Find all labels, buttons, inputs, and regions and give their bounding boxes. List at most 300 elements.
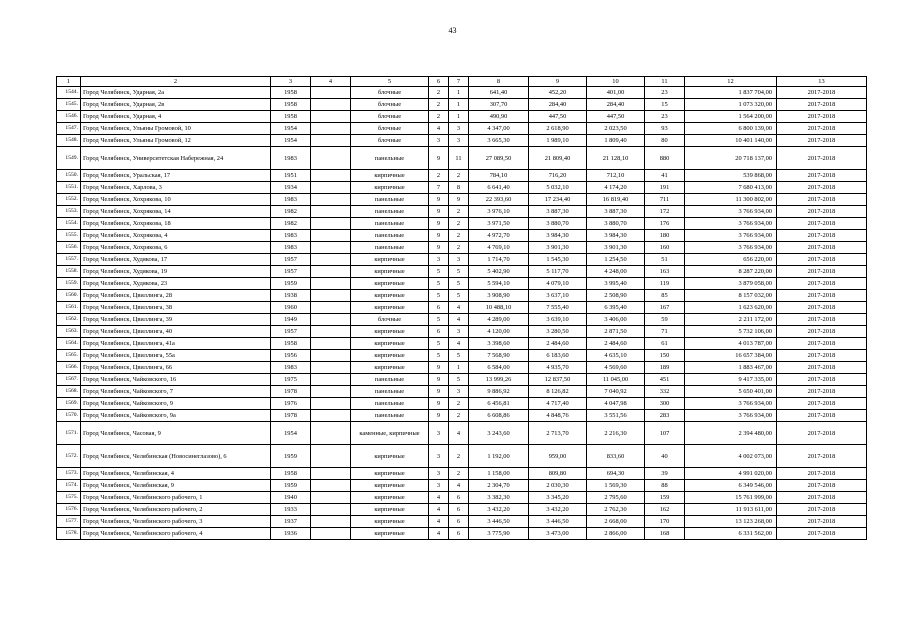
area-premises-cell: 452,20	[529, 87, 587, 99]
column-4-cell	[311, 147, 351, 170]
residents-cell: 283	[645, 410, 685, 422]
period-cell: 2017-2018	[777, 194, 867, 206]
area-residential-cell: 3 880,70	[587, 218, 645, 230]
area-premises-cell: 3 345,20	[529, 492, 587, 504]
area-total-cell: 4 347,00	[469, 123, 529, 135]
area-residential-cell: 694,30	[587, 468, 645, 480]
wall-material-cell: блочные	[351, 314, 429, 326]
area-residential-cell: 2 508,90	[587, 290, 645, 302]
year-cell: 1933	[271, 504, 311, 516]
area-residential-cell: 4 569,60	[587, 362, 645, 374]
row-number: 1577.	[57, 516, 81, 528]
wall-material-cell: кирпичные	[351, 492, 429, 504]
header-row	[57, 77, 867, 87]
area-premises-cell: 447,50	[529, 111, 587, 123]
cost-cell: 6 331 562,00	[685, 528, 777, 540]
area-premises-cell: 8 126,82	[529, 386, 587, 398]
floors-cell: 9	[429, 147, 449, 170]
floors-cell: 3	[429, 480, 449, 492]
wall-material-cell: панельные	[351, 194, 429, 206]
year-cell: 1954	[271, 135, 311, 147]
floors-cell: 2	[429, 87, 449, 99]
table-row	[57, 170, 867, 182]
cost-cell: 4 002 073,00	[685, 445, 777, 468]
wall-material-cell: кирпичные	[351, 302, 429, 314]
entrances-cell: 2	[449, 170, 469, 182]
residents-cell: 180	[645, 230, 685, 242]
table-row	[57, 254, 867, 266]
entrances-cell: 5	[449, 266, 469, 278]
floors-cell: 9	[429, 242, 449, 254]
entrances-cell: 4	[449, 338, 469, 350]
year-cell: 1937	[271, 516, 311, 528]
period-cell: 2017-2018	[777, 87, 867, 99]
column-4-cell	[311, 182, 351, 194]
area-total-cell: 3 775,90	[469, 528, 529, 540]
row-number: 1546.	[57, 111, 81, 123]
area-residential-cell: 1 809,40	[587, 135, 645, 147]
floors-cell: 2	[429, 170, 449, 182]
address-cell: Город Челябинск, Хохрякова, 10	[81, 194, 271, 206]
column-header: 10	[587, 77, 645, 87]
area-residential-cell: 2 762,30	[587, 504, 645, 516]
floors-cell: 9	[429, 206, 449, 218]
period-cell: 2017-2018	[777, 182, 867, 194]
entrances-cell: 8	[449, 182, 469, 194]
floors-cell: 3	[429, 254, 449, 266]
table-row	[57, 468, 867, 480]
year-cell: 1956	[271, 350, 311, 362]
wall-material-cell: блочные	[351, 123, 429, 135]
residents-cell: 85	[645, 290, 685, 302]
area-premises-cell: 2 713,70	[529, 422, 587, 445]
period-cell: 2017-2018	[777, 290, 867, 302]
period-cell: 2017-2018	[777, 410, 867, 422]
period-cell: 2017-2018	[777, 302, 867, 314]
area-premises-cell: 3 473,00	[529, 528, 587, 540]
year-cell: 1958	[271, 99, 311, 111]
address-cell: Город Челябинск, Чайковского, 9	[81, 398, 271, 410]
entrances-cell: 3	[449, 326, 469, 338]
floors-cell: 5	[429, 314, 449, 326]
address-cell: Город Челябинск, Челябинского рабочего, 4	[81, 528, 271, 540]
year-cell: 1976	[271, 398, 311, 410]
residents-cell: 40	[645, 445, 685, 468]
area-residential-cell: 4 174,20	[587, 182, 645, 194]
table-row	[57, 326, 867, 338]
entrances-cell: 1	[449, 111, 469, 123]
area-premises-cell: 6 183,60	[529, 350, 587, 362]
entrances-cell: 6	[449, 504, 469, 516]
address-cell: Город Челябинск, Цвиллинга, 39	[81, 314, 271, 326]
cost-cell: 3 766 934,00	[685, 398, 777, 410]
area-residential-cell: 1 254,50	[587, 254, 645, 266]
year-cell: 1983	[271, 242, 311, 254]
cost-cell: 3 879 058,00	[685, 278, 777, 290]
wall-material-cell: кирпичные	[351, 504, 429, 516]
table-row	[57, 314, 867, 326]
floors-cell: 4	[429, 528, 449, 540]
address-cell: Город Челябинск, Худякова, 19	[81, 266, 271, 278]
residents-cell: 172	[645, 206, 685, 218]
area-total-cell: 6 608,86	[469, 410, 529, 422]
wall-material-cell: панельные	[351, 386, 429, 398]
floors-cell: 4	[429, 504, 449, 516]
area-residential-cell: 2 866,00	[587, 528, 645, 540]
address-cell: Город Челябинск, Чайковского, 16	[81, 374, 271, 386]
residents-cell: 159	[645, 492, 685, 504]
column-header: 7	[449, 77, 469, 87]
wall-material-cell: кирпичные	[351, 182, 429, 194]
wall-material-cell: кирпичные	[351, 338, 429, 350]
row-number: 1571.	[57, 422, 81, 445]
wall-material-cell: кирпичные	[351, 266, 429, 278]
area-premises-cell: 1 545,30	[529, 254, 587, 266]
row-number: 1564.	[57, 338, 81, 350]
row-number: 1553.	[57, 206, 81, 218]
area-residential-cell: 7 040,92	[587, 386, 645, 398]
area-premises-cell: 4 079,10	[529, 278, 587, 290]
row-number: 1557.	[57, 254, 81, 266]
wall-material-cell: блочные	[351, 87, 429, 99]
cost-cell: 5 732 106,00	[685, 326, 777, 338]
floors-cell: 6	[429, 326, 449, 338]
area-residential-cell: 1 569,30	[587, 480, 645, 492]
year-cell: 1958	[271, 111, 311, 123]
entrances-cell: 4	[449, 422, 469, 445]
floors-cell: 3	[429, 422, 449, 445]
year-cell: 1960	[271, 302, 311, 314]
table-row	[57, 218, 867, 230]
column-4-cell	[311, 242, 351, 254]
year-cell: 1938	[271, 290, 311, 302]
table-row	[57, 278, 867, 290]
cost-cell: 8 287 220,00	[685, 266, 777, 278]
column-4-cell	[311, 468, 351, 480]
area-residential-cell: 4 635,10	[587, 350, 645, 362]
column-header: 13	[777, 77, 867, 87]
residents-cell: 170	[645, 516, 685, 528]
column-4-cell	[311, 445, 351, 468]
residents-cell: 880	[645, 147, 685, 170]
cost-cell: 16 657 384,00	[685, 350, 777, 362]
table-row	[57, 230, 867, 242]
address-cell: Город Челябинск, Ударная, 2в	[81, 99, 271, 111]
area-residential-cell: 447,50	[587, 111, 645, 123]
area-premises-cell: 716,20	[529, 170, 587, 182]
entrances-cell: 2	[449, 468, 469, 480]
cost-cell: 1 073 320,00	[685, 99, 777, 111]
area-total-cell: 6 584,00	[469, 362, 529, 374]
area-total-cell: 27 089,50	[469, 147, 529, 170]
entrances-cell: 5	[449, 350, 469, 362]
column-4-cell	[311, 362, 351, 374]
wall-material-cell: кирпичные	[351, 445, 429, 468]
area-residential-cell: 3 551,56	[587, 410, 645, 422]
area-total-cell: 3 398,60	[469, 338, 529, 350]
row-number: 1550.	[57, 170, 81, 182]
year-cell: 1983	[271, 230, 311, 242]
area-premises-cell: 3 637,10	[529, 290, 587, 302]
area-premises-cell: 4 935,70	[529, 362, 587, 374]
period-cell: 2017-2018	[777, 254, 867, 266]
address-cell: Город Челябинск, Челябинского рабочего, 2	[81, 504, 271, 516]
year-cell: 1982	[271, 218, 311, 230]
page-number: 43	[448, 26, 457, 35]
table-row	[57, 290, 867, 302]
cost-cell: 656 220,00	[685, 254, 777, 266]
row-number: 1544.	[57, 87, 81, 99]
row-number: 1566.	[57, 362, 81, 374]
wall-material-cell: панельные	[351, 242, 429, 254]
area-total-cell: 1 192,00	[469, 445, 529, 468]
address-cell: Город Челябинск, Челябинская, 4	[81, 468, 271, 480]
area-premises-cell: 3 446,50	[529, 516, 587, 528]
area-premises-cell: 7 555,40	[529, 302, 587, 314]
address-cell: Город Челябинск, Челябинского рабочего, 1	[81, 492, 271, 504]
period-cell: 2017-2018	[777, 170, 867, 182]
cost-cell: 2 211 172,00	[685, 314, 777, 326]
address-cell: Город Челябинск, Цвиллинга, 28	[81, 290, 271, 302]
residents-cell: 23	[645, 111, 685, 123]
area-total-cell: 3 665,30	[469, 135, 529, 147]
area-premises-cell: 3 984,30	[529, 230, 587, 242]
table-row	[57, 374, 867, 386]
column-4-cell	[311, 170, 351, 182]
row-number: 1567.	[57, 374, 81, 386]
cost-cell: 3 766 934,00	[685, 242, 777, 254]
residents-cell: 71	[645, 326, 685, 338]
floors-cell: 7	[429, 182, 449, 194]
floors-cell: 9	[429, 386, 449, 398]
area-premises-cell: 959,00	[529, 445, 587, 468]
floors-cell: 2	[429, 111, 449, 123]
cost-cell: 1 883 467,00	[685, 362, 777, 374]
area-premises-cell: 809,80	[529, 468, 587, 480]
entrances-cell: 4	[449, 480, 469, 492]
table-row	[57, 302, 867, 314]
area-total-cell: 6 641,40	[469, 182, 529, 194]
period-cell: 2017-2018	[777, 350, 867, 362]
year-cell: 1983	[271, 147, 311, 170]
housing-table	[56, 76, 867, 540]
address-cell: Город Челябинск, Челябинского рабочего, 3	[81, 516, 271, 528]
address-cell: Город Челябинск, Ударная, 2а	[81, 87, 271, 99]
entrances-cell: 5	[449, 374, 469, 386]
floors-cell: 4	[429, 123, 449, 135]
area-residential-cell: 21 128,10	[587, 147, 645, 170]
area-premises-cell: 284,40	[529, 99, 587, 111]
period-cell: 2017-2018	[777, 266, 867, 278]
entrances-cell: 6	[449, 492, 469, 504]
year-cell: 1978	[271, 410, 311, 422]
residents-cell: 711	[645, 194, 685, 206]
year-cell: 1958	[271, 87, 311, 99]
area-premises-cell: 3 901,30	[529, 242, 587, 254]
area-residential-cell: 2 216,30	[587, 422, 645, 445]
floors-cell: 3	[429, 468, 449, 480]
area-residential-cell: 4 248,00	[587, 266, 645, 278]
column-4-cell	[311, 218, 351, 230]
cost-cell: 20 718 137,00	[685, 147, 777, 170]
residents-cell: 191	[645, 182, 685, 194]
address-cell: Город Челябинск, Цвиллинга, 40	[81, 326, 271, 338]
cost-cell: 9 417 335,00	[685, 374, 777, 386]
area-total-cell: 307,70	[469, 99, 529, 111]
cost-cell: 3 766 934,00	[685, 410, 777, 422]
column-header: 4	[311, 77, 351, 87]
column-4-cell	[311, 410, 351, 422]
entrances-cell: 5	[449, 278, 469, 290]
address-cell: Город Челябинск, Цвиллинга, 38	[81, 302, 271, 314]
entrances-cell: 2	[449, 242, 469, 254]
cost-cell: 3 766 934,00	[685, 206, 777, 218]
residents-cell: 51	[645, 254, 685, 266]
column-4-cell	[311, 338, 351, 350]
entrances-cell: 3	[449, 123, 469, 135]
table-row	[57, 123, 867, 135]
area-total-cell: 641,40	[469, 87, 529, 99]
area-residential-cell: 3 984,30	[587, 230, 645, 242]
row-number: 1561.	[57, 302, 81, 314]
floors-cell: 9	[429, 230, 449, 242]
residents-cell: 15	[645, 99, 685, 111]
area-residential-cell: 3 887,30	[587, 206, 645, 218]
area-premises-cell: 1 989,10	[529, 135, 587, 147]
wall-material-cell: кирпичные	[351, 480, 429, 492]
wall-material-cell: кирпичные	[351, 528, 429, 540]
area-premises-cell: 3 887,30	[529, 206, 587, 218]
period-cell: 2017-2018	[777, 314, 867, 326]
wall-material-cell: кирпичные	[351, 254, 429, 266]
column-4-cell	[311, 492, 351, 504]
year-cell: 1958	[271, 338, 311, 350]
cost-cell: 3 766 934,00	[685, 218, 777, 230]
year-cell: 1957	[271, 326, 311, 338]
column-4-cell	[311, 135, 351, 147]
table-row	[57, 266, 867, 278]
residents-cell: 119	[645, 278, 685, 290]
cost-cell: 10 401 140,00	[685, 135, 777, 147]
row-number: 1558.	[57, 266, 81, 278]
wall-material-cell: каменные, кирпичные	[351, 422, 429, 445]
table-row	[57, 99, 867, 111]
entrances-cell: 3	[449, 135, 469, 147]
row-number: 1547.	[57, 123, 81, 135]
period-cell: 2017-2018	[777, 326, 867, 338]
cost-cell: 6 800 139,00	[685, 123, 777, 135]
cost-cell: 4 991 020,00	[685, 468, 777, 480]
residents-cell: 300	[645, 398, 685, 410]
address-cell: Город Челябинск, Часовая, 9	[81, 422, 271, 445]
area-total-cell: 4 120,00	[469, 326, 529, 338]
floors-cell: 5	[429, 290, 449, 302]
cost-cell: 3 766 934,00	[685, 230, 777, 242]
year-cell: 1978	[271, 386, 311, 398]
floors-cell: 9	[429, 410, 449, 422]
year-cell: 1951	[271, 170, 311, 182]
period-cell: 2017-2018	[777, 111, 867, 123]
residents-cell: 39	[645, 468, 685, 480]
column-header: 1	[57, 77, 81, 87]
column-4-cell	[311, 266, 351, 278]
area-residential-cell: 16 819,40	[587, 194, 645, 206]
table-row	[57, 480, 867, 492]
entrances-cell: 3	[449, 254, 469, 266]
year-cell: 1959	[271, 445, 311, 468]
table-row	[57, 206, 867, 218]
wall-material-cell: кирпичные	[351, 468, 429, 480]
entrances-cell: 11	[449, 147, 469, 170]
address-cell: Город Челябинск, Хохрякова, 6	[81, 242, 271, 254]
year-cell: 1936	[271, 528, 311, 540]
residents-cell: 160	[645, 242, 685, 254]
area-total-cell: 22 393,60	[469, 194, 529, 206]
cost-cell: 1 564 200,00	[685, 111, 777, 123]
area-premises-cell: 2 030,30	[529, 480, 587, 492]
period-cell: 2017-2018	[777, 480, 867, 492]
floors-cell: 6	[429, 302, 449, 314]
column-4-cell	[311, 374, 351, 386]
column-header: 3	[271, 77, 311, 87]
period-cell: 2017-2018	[777, 99, 867, 111]
residents-cell: 167	[645, 302, 685, 314]
table-body	[57, 87, 867, 540]
year-cell: 1959	[271, 278, 311, 290]
area-premises-cell: 21 809,40	[529, 147, 587, 170]
area-premises-cell: 17 234,40	[529, 194, 587, 206]
area-residential-cell: 2 871,50	[587, 326, 645, 338]
wall-material-cell: панельные	[351, 218, 429, 230]
wall-material-cell: панельные	[351, 374, 429, 386]
period-cell: 2017-2018	[777, 528, 867, 540]
row-number: 1573.	[57, 468, 81, 480]
floors-cell: 9	[429, 194, 449, 206]
period-cell: 2017-2018	[777, 362, 867, 374]
floors-cell: 9	[429, 218, 449, 230]
area-total-cell: 3 976,10	[469, 206, 529, 218]
row-number: 1551.	[57, 182, 81, 194]
table-row	[57, 410, 867, 422]
cost-cell: 1 623 620,00	[685, 302, 777, 314]
area-total-cell: 10 488,10	[469, 302, 529, 314]
entrances-cell: 4	[449, 314, 469, 326]
period-cell: 2017-2018	[777, 278, 867, 290]
wall-material-cell: панельные	[351, 147, 429, 170]
column-4-cell	[311, 528, 351, 540]
row-number: 1555.	[57, 230, 81, 242]
address-cell: Город Челябинск, Уральская, 17	[81, 170, 271, 182]
column-4-cell	[311, 111, 351, 123]
floors-cell: 4	[429, 492, 449, 504]
area-premises-cell: 3 880,70	[529, 218, 587, 230]
column-header: 11	[645, 77, 685, 87]
area-total-cell: 5 594,10	[469, 278, 529, 290]
period-cell: 2017-2018	[777, 492, 867, 504]
entrances-cell: 5	[449, 290, 469, 302]
row-number: 1565.	[57, 350, 81, 362]
area-residential-cell: 3 406,00	[587, 314, 645, 326]
table-row	[57, 528, 867, 540]
floors-cell: 9	[429, 374, 449, 386]
address-cell: Город Челябинск, Харлова, 3	[81, 182, 271, 194]
wall-material-cell: панельные	[351, 230, 429, 242]
floors-cell: 5	[429, 278, 449, 290]
address-cell: Город Челябинск, Чайковского, 9а	[81, 410, 271, 422]
year-cell: 1983	[271, 362, 311, 374]
area-residential-cell: 3 901,30	[587, 242, 645, 254]
table-row	[57, 386, 867, 398]
